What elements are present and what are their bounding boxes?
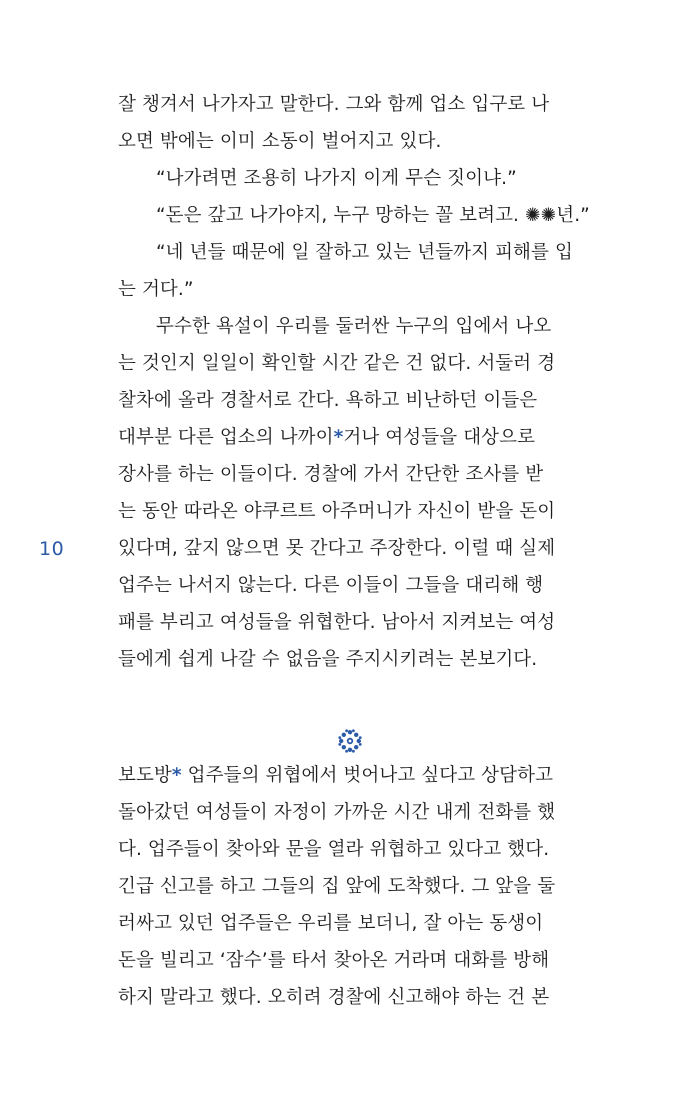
text-section-1 (118, 86, 588, 678)
text-line: 장사를 하는 이들이다. 경찰에 가서 간단한 조사를 받 (118, 464, 544, 485)
dialogue-paragraph (118, 160, 588, 197)
text-line: “돈은 갚고 나가야지, 누구 망하는 꼴 보려고. ✺✺년.” (156, 205, 590, 226)
footnote-marker[interactable]: * (171, 765, 182, 786)
text-segment: 보도방 (118, 765, 172, 786)
text-line: “나가려면 조용히 나가지 이게 무슨 짓이냐.” (156, 168, 517, 189)
text-line: 다. 업주들이 찾아와 문을 열라 위협하고 있다고 했다. (118, 839, 550, 860)
text-line: 하지 말라고 했다. 오히려 경찰에 신고해야 하는 건 본 (118, 987, 550, 1008)
footnote-marker[interactable]: * (333, 427, 344, 448)
paragraph (118, 86, 588, 160)
text-segment: 업주들의 위협에서 벗어나고 싶다고 상담하고 (181, 765, 554, 786)
paragraph (118, 757, 588, 1016)
text-line: 는 동안 따라온 야쿠르트 아주머니가 자신이 받을 돈이 (118, 501, 556, 522)
text-segment: 거나 여성들을 대상으로 (343, 427, 536, 448)
paragraph (118, 308, 588, 678)
text-line: 들에게 쉽게 나갈 수 없음을 주지시키려는 본보기다. (118, 649, 538, 670)
text-line: “네 년들 때문에 일 잘하고 있는 년들까지 피해를 입 (156, 242, 573, 263)
text-line: 있다며, 갚지 않으면 못 간다고 주장한다. 이럴 때 실제 (118, 538, 556, 559)
text-line: 는 거다.” (118, 279, 194, 300)
text-line: 긴급 신고를 하고 그들의 집 앞에 도착했다. 그 앞을 둘 (118, 876, 556, 897)
text-line: 업주는 나서지 않는다. 다른 이들이 그들을 대리해 행 (118, 575, 544, 596)
text-line: 무수한 욕설이 우리를 둘러싼 누구의 입에서 나오 (156, 316, 552, 337)
line-number: 10 (39, 538, 65, 560)
flower-ornament-icon (337, 728, 363, 754)
text-line-with-footnote (118, 757, 588, 794)
text-line: 는 것인지 일일이 확인할 시간 같은 건 없다. 서둘러 경 (118, 353, 556, 374)
text-line: 오면 밖에는 이미 소동이 벌어지고 있다. (118, 131, 442, 152)
text-line: 돈을 빌리고 ‘잠수’를 타서 찾아온 거라며 대화를 방해 (118, 950, 550, 971)
text-line: 러싸고 있던 업주들은 우리를 보더니, 잘 아는 동생이 (118, 913, 544, 934)
text-line: 잘 챙겨서 나가자고 말한다. 그와 함께 업소 입구로 나 (118, 94, 550, 115)
text-section-2 (118, 757, 588, 1016)
text-line: 돌아갔던 여성들이 자정이 가까운 시간 내게 전화를 했 (118, 802, 556, 823)
text-line-with-footnote (118, 419, 588, 456)
text-line: 찰차에 올라 경찰서로 간다. 욕하고 비난하던 이들은 (118, 390, 538, 411)
dialogue-paragraph (118, 197, 588, 234)
dialogue-paragraph (118, 234, 588, 308)
text-line: 패를 부리고 여성들을 위협한다. 남아서 지켜보는 여성 (118, 612, 556, 633)
text-segment: 대부분 다른 업소의 나까이 (118, 427, 334, 448)
